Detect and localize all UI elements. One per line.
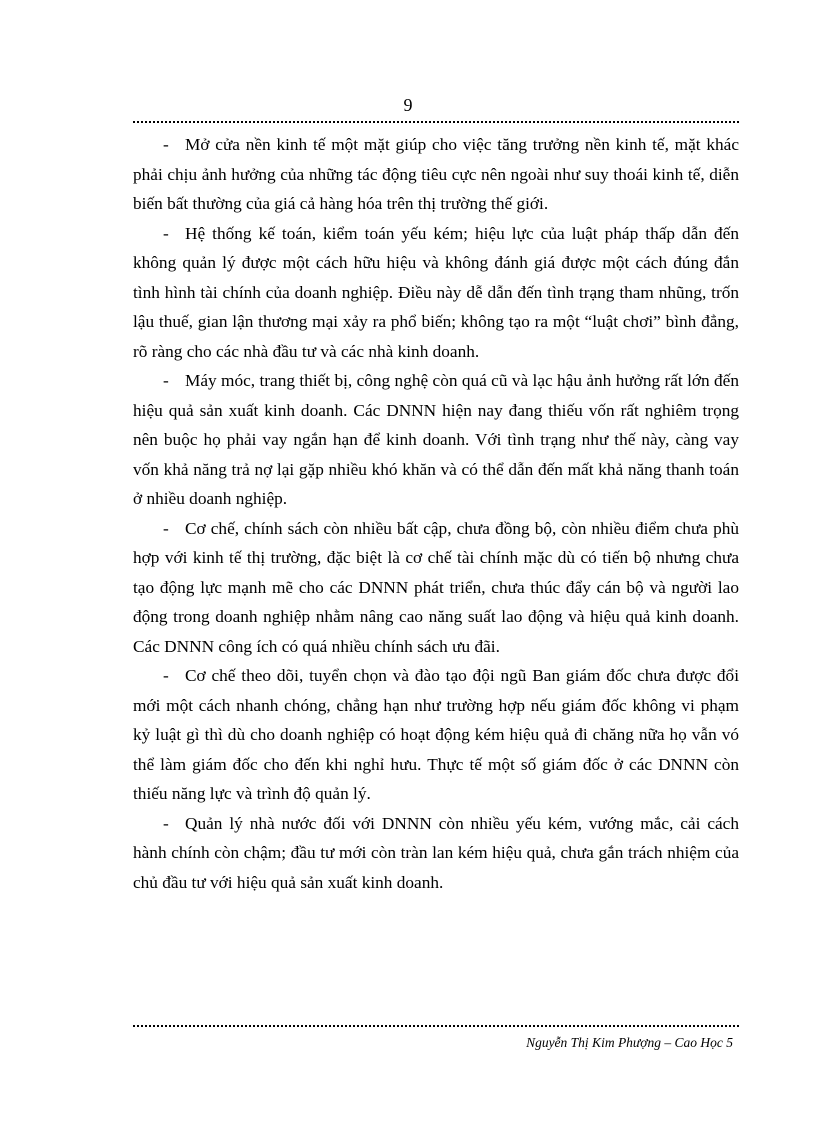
paragraph-text: Hệ thống kế toán, kiểm toán yếu kém; hiệu lực của luật pháp thấp dẫn đến không quản lý được một cách hữu hiệu và không đánh giá được một cách đúng đắn tình hình tài chính của doanh nghiệp. Điều này dễ dẫn đến tình trạng tham nhũng, trốn lậu thuế, gian lận thương mại xảy ra phổ biến; không tạo ra một “luật chơi” bình đẳng, rõ ràng cho các nhà đầu tư và các nhà kinh doanh. xyxy=(133,223,739,361)
bullet-dash: - xyxy=(163,371,169,390)
footer-divider xyxy=(133,1025,739,1027)
bullet-dash: - xyxy=(163,135,169,154)
paragraph-2 xyxy=(133,219,739,367)
paragraph-4 xyxy=(133,514,739,662)
paragraph-3 xyxy=(133,366,739,514)
bullet-dash: - xyxy=(163,518,169,538)
footer-author: Nguyễn Thị Kim Phượng – Cao Học 5 xyxy=(526,1035,733,1050)
page-number: 9 xyxy=(403,95,413,115)
paragraph-text: Máy móc, trang thiết bị, công nghệ còn quá cũ và lạc hậu ảnh hưởng rất lớn đến hiệu quả sản xuất kinh doanh. Các DNNN hiện nay đang thiếu vốn rất nghiêm trọng nên buộc họ phải vay ngắn hạn để kinh doanh. Với tình trạng như thế này, càng vay vốn khả năng trả nợ lại gặp nhiều khó khăn và có thể dẫn đến mất khả năng thanh toán ở nhiều doanh nghiệp. xyxy=(133,371,739,508)
bullet-dash: - xyxy=(163,666,169,685)
body-text xyxy=(133,130,739,897)
bullet-dash: - xyxy=(163,223,169,243)
paragraph-5 xyxy=(133,661,739,809)
paragraph-text: Cơ chế, chính sách còn nhiều bất cập, chưa đồng bộ, còn nhiều điểm chưa phù hợp với kinh tế thị trường, đặc biệt là cơ chế tài chính mặc dù có tiến bộ nhưng chưa tạo động lực mạnh mẽ cho các DNNN phát triển, chưa thúc đẩy cán bộ và người lao động trong doanh nghiệp nhằm nâng cao năng suất lao động và hiệu quả kinh doanh. Các DNNN công ích có quá nhiều chính sách ưu đãi. xyxy=(133,518,739,656)
paragraph-text: Quản lý nhà nước đối với DNNN còn nhiều yếu kém, vướng mắc, cải cách hành chính còn chậm; đầu tư mới còn tràn lan kém hiệu quả, chưa gắn trách nhiệm của chủ đầu tư với hiệu quả sản xuất kinh doanh. xyxy=(133,813,739,892)
header-divider xyxy=(133,121,739,123)
paragraph-6 xyxy=(133,809,739,898)
paragraph-text: Mở cửa nền kinh tế một mặt giúp cho việc tăng trưởng nền kinh tế, mặt khác phải chịu ảnh hưởng của những tác động tiêu cực nên ngoài như suy thoái kinh tế, diễn biến bất thường của giá cả hàng hóa trên thị trường thế giới. xyxy=(133,135,739,213)
bullet-dash: - xyxy=(163,813,169,833)
paragraph-1 xyxy=(133,130,739,219)
paragraph-text: Cơ chế theo dõi, tuyển chọn và đào tạo đội ngũ Ban giám đốc chưa được đổi mới một cách nhanh chóng, chẳng hạn như trường hợp nếu giám đốc không vi phạm kỷ luật gì thì dù cho doanh nghiệp có hoạt động kém hiệu quả đi chăng nữa họ vẫn vó thể làm giám đốc cho đến khi nghỉ hưu. Thực tế một số giám đốc ở các DNNN còn thiếu năng lực và trình độ quản lý. xyxy=(133,666,739,803)
